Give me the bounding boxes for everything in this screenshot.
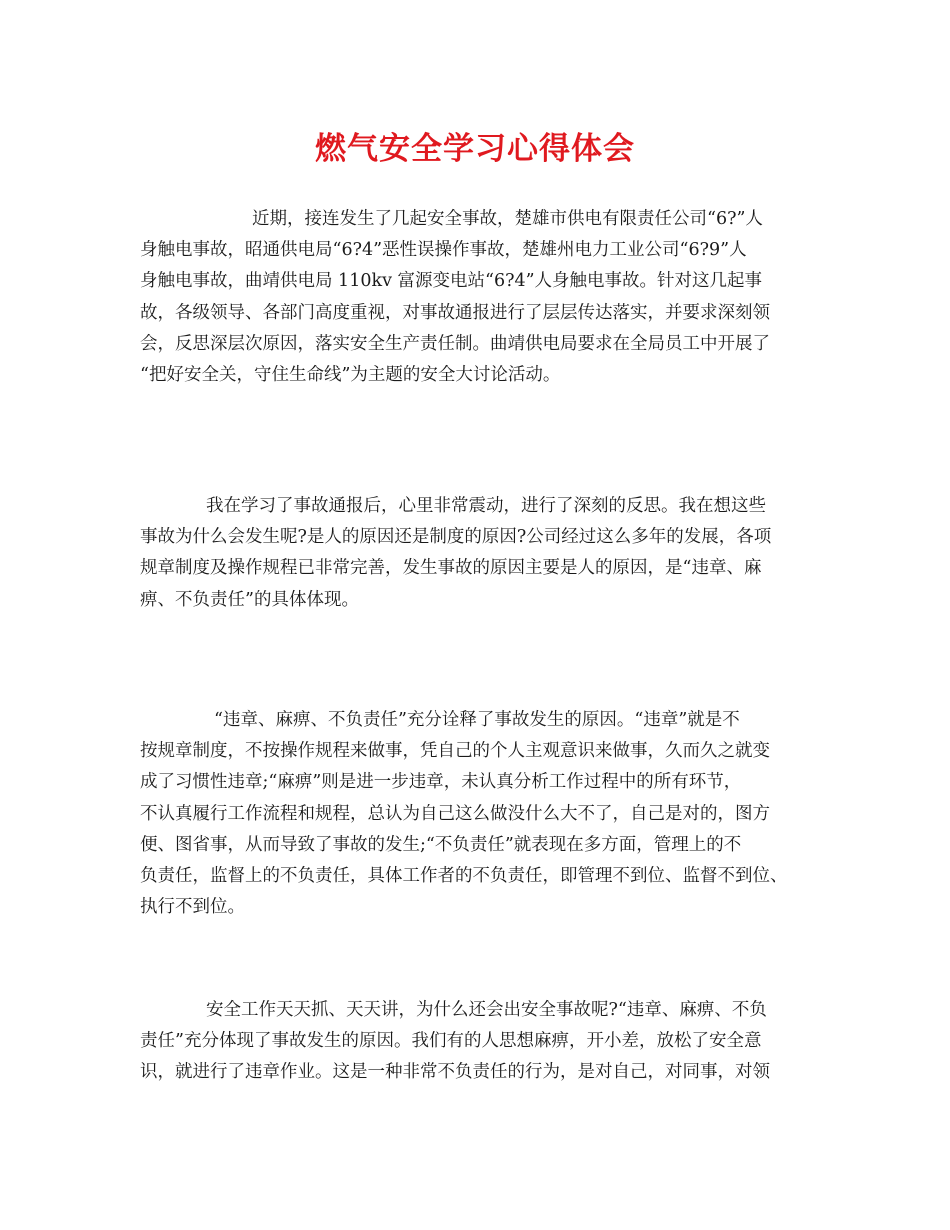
paragraph-line: 故，各级领导、各部门高度重视，对事故通报进行了层层传达落实，并要求深刻领 xyxy=(140,302,770,323)
paragraph-line: 不认真履行工作流程和规程，总认为自己这么做没什么大不了，自己是对的，图方 xyxy=(140,803,770,824)
paragraph-line: 成了习惯性违章;“麻痹”则是进一步违章，未认真分析工作过程中的所有环节， xyxy=(140,772,742,793)
paragraph-line: “把好安全关，守住生命线”为主题的安全大讨论活动。 xyxy=(140,364,561,385)
paragraph-line: 近期，接连发生了几起安全事故，楚雄市供电有限责任公司“6?”人 xyxy=(252,209,763,229)
paragraph-line: 安全工作天天抓、天天讲，为什么还会出安全事故呢?“违章、麻痹、不负 xyxy=(206,1000,767,1020)
paragraph-line: 便、图省事，从而导致了事故的发生;“不负责任”就表现在多方面，管理上的不 xyxy=(140,834,742,855)
paragraph-line: 会，反思深层次原因，落实安全生产责任制。曲靖供电局要求在全局员工中开展了 xyxy=(140,333,770,354)
paragraph-line: 负责任，监督上的不负责任，具体工作者的不负责任，即管理不到位、监督不到位、 xyxy=(140,865,788,886)
paragraph-line: 规章制度及操作规程已非常完善，发生事故的原因主要是人的原因，是“违章、麻 xyxy=(140,558,762,579)
paragraph-line: 执行不到位。 xyxy=(140,897,245,918)
paragraph-line: “违章、麻痹、不负责任”充分诠释了事故发生的原因。“违章”就是不 xyxy=(214,710,740,730)
paragraph-2 xyxy=(140,491,830,616)
paragraph-line: 事故为什么会发生呢?是人的原因还是制度的原因?公司经过这么多年的发展，各项 xyxy=(140,527,772,548)
paragraph-3 xyxy=(140,705,830,923)
paragraph-line: 痹、不负责任”的具体体现。 xyxy=(140,589,359,610)
paragraph-line: 身触电事故，昭通供电局“6?4”恶性误操作事故，楚雄州电力工业公司“6?9”人 xyxy=(140,240,747,261)
document-title: 燃气安全学习心得体会 xyxy=(315,131,635,167)
paragraph-line: 我在学习了事故通报后，心里非常震动，进行了深刻的反思。我在想这些 xyxy=(206,496,766,516)
paragraph-4 xyxy=(140,995,830,1089)
paragraph-line: 身触电事故，曲靖供电局 110kv 富源变电站“6?4”人身触电事故。针对这几起事 xyxy=(140,271,763,292)
paragraph-line: 责任”充分体现了事故发生的原因。我们有的人思想麻痹，开小差，放松了安全意 xyxy=(140,1031,762,1052)
paragraph-1 xyxy=(140,204,830,391)
paragraph-line: 识，就进行了违章作业。这是一种非常不负责任的行为，是对自己，对同事，对领 xyxy=(140,1062,770,1083)
paragraph-line: 按规章制度，不按操作规程来做事，凭自己的个人主观意识来做事，久而久之就变 xyxy=(140,741,770,762)
